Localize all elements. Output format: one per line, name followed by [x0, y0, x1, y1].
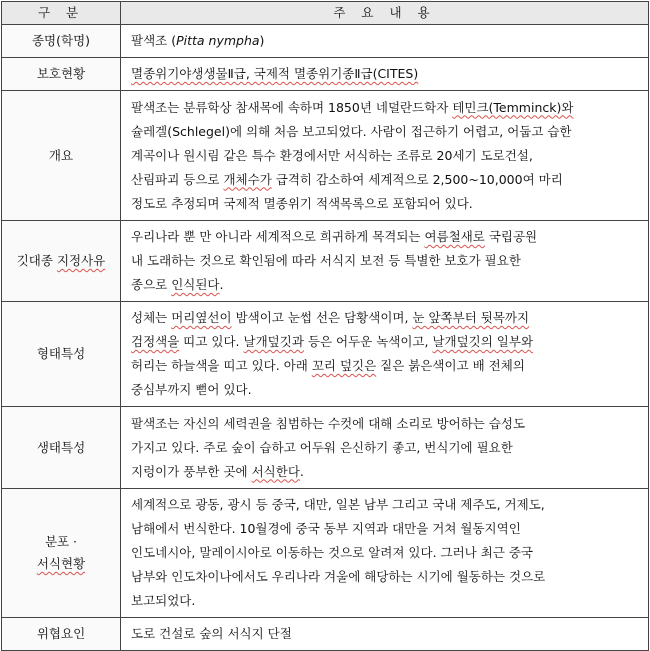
row-label-line: 지정사유	[56, 253, 106, 268]
row-label-line: 위협요인	[36, 626, 86, 641]
row-content	[121, 91, 649, 221]
row-label-line: 깃대종	[16, 253, 57, 268]
content-line	[131, 436, 640, 460]
header-content: 주 요 내 용	[121, 2, 649, 25]
row-label-line: 개요	[48, 147, 74, 163]
row-label-line: 형태특성	[36, 346, 86, 361]
row-distribution	[2, 489, 649, 618]
content-segment: 인식된다	[171, 277, 220, 292]
content-segment: 세계적으로 광동, 광시 등 중국, 대만, 일본 남부 그리고 국내 제주도, 거제도,	[131, 497, 545, 512]
content-segment: 급격히 감소하여 세계적으로 2,500~10,000여 마리	[271, 171, 563, 187]
content-line	[131, 589, 640, 613]
content-segment: 서식한다	[251, 463, 300, 479]
content-segment: 정도로 추정되며 국제적 멸종위기 적색목록으로 포함되어 있다.	[131, 195, 473, 211]
content-segment: 등은 어두운 녹색이고,	[303, 334, 433, 349]
content-line	[131, 120, 640, 144]
content-segment: 밤색이고 눈썹 선은 담황색이며,	[231, 310, 413, 325]
content-segment: 국립공원	[484, 229, 538, 244]
content-line	[131, 249, 640, 273]
row-content	[121, 58, 649, 91]
content-line	[131, 354, 640, 378]
row-label	[2, 407, 121, 489]
content-segment: 인도네시아, 말레이시아로 이동하는 것으로 알려져 있다. 그러나 최근 중국	[131, 545, 533, 560]
content-segment: 팔색조는 분류학상 참새목에 속하며 1850년 네덜란드학자	[131, 99, 453, 115]
content-segment: 중심부까지 뻗어 있다.	[131, 382, 252, 397]
content-line	[131, 96, 640, 120]
row-threats	[2, 618, 649, 651]
content-segment: 남해에서 번식한다. 10월경에 중국 동부 지역과 대만을 거쳐 월동지역인	[131, 521, 521, 536]
content-line	[131, 622, 640, 646]
content-segment: 종으로	[131, 277, 172, 292]
row-label	[2, 221, 121, 302]
row-label	[2, 58, 121, 91]
content-segment: 띠고 있다.	[179, 334, 244, 349]
row-label-line: 서식현황	[36, 556, 86, 571]
content-segment: 허리는 하늘색을 띠고 있다. 아래	[131, 358, 312, 373]
content-segment: 도로 건설로 숲의 서식지 단절	[131, 626, 292, 641]
row-flagship-reason	[2, 221, 649, 302]
content-segment: 멸종위기야생생물Ⅱ급, 국제적 멸종위기종Ⅱ급(CITES)	[131, 66, 419, 81]
row-content	[121, 489, 649, 618]
content-segment: 계곡이나 원시림 같은 특수 환경에서만 서식하는 조류로 20세기 도로건설,	[131, 147, 533, 163]
content-segment: Pitta nympha	[176, 33, 260, 48]
row-content	[121, 25, 649, 58]
content-segment: 짙은 붉은색이고 배 전체의	[376, 358, 525, 373]
row-label-line: 분포 ·	[44, 534, 78, 549]
content-segment: 성체는	[131, 310, 172, 325]
info-table	[1, 1, 649, 651]
content-segment: 머리옆선이	[171, 310, 232, 325]
row-content	[121, 302, 649, 407]
content-segment: 눈 앞쪽부터 뒷목까지	[412, 310, 530, 325]
content-line	[131, 412, 640, 436]
content-line	[131, 168, 640, 192]
content-segment: 가지고 있다. 주로 숲이 습하고 어두워 은신하기 좋고, 번식기에 필요한	[131, 439, 513, 455]
content-segment: 개체수가	[223, 171, 272, 187]
content-line	[131, 29, 640, 53]
row-overview	[2, 91, 649, 221]
row-label	[2, 302, 121, 407]
content-line	[131, 460, 640, 484]
header-category: 구 분	[2, 2, 121, 25]
table-body	[2, 25, 649, 651]
row-label	[2, 91, 121, 221]
content-line	[131, 192, 640, 216]
content-line	[131, 273, 640, 297]
content-segment: 테민크(Temminck)와	[452, 99, 574, 115]
row-label-line: 종명(학명)	[31, 33, 91, 48]
content-segment: 팔색조는 자신의 세력권을 침범하는 수컷에 대해 소리로 방어하는 습성도	[131, 415, 526, 431]
row-species-name	[2, 25, 649, 58]
row-content	[121, 221, 649, 302]
row-label	[2, 489, 121, 618]
content-line	[131, 541, 640, 565]
content-segment: 꼬리 덮깃은	[311, 358, 377, 373]
content-line	[131, 306, 640, 330]
row-content	[121, 407, 649, 489]
table-header-row	[2, 2, 649, 25]
content-segment: 여름철새로	[424, 229, 485, 244]
content-segment: 팔색조 (	[131, 33, 177, 48]
row-label	[2, 25, 121, 58]
row-content	[121, 618, 649, 651]
content-segment: 산림파괴 등으로	[131, 171, 224, 187]
row-morphology	[2, 302, 649, 407]
content-segment: 지렁이가 풍부한 곳에	[131, 463, 252, 479]
content-segment: 날개덮깃과	[243, 334, 304, 349]
content-line	[131, 378, 640, 402]
row-ecology	[2, 407, 649, 489]
content-segment: 보고되었다.	[131, 593, 196, 608]
content-line	[131, 225, 640, 249]
content-line	[131, 565, 640, 589]
content-segment: 날개덮깃의 일부와	[432, 334, 534, 349]
row-label-line: 생태특성	[36, 439, 86, 455]
content-segment: .	[219, 277, 224, 292]
content-segment: 슐레겔(Schlegel)에 의해 처음 보고되었다. 사람이 접근하기 어렵고, 어둡고 습한	[131, 123, 572, 139]
content-line	[131, 517, 640, 541]
content-line	[131, 330, 640, 354]
row-protection-status	[2, 58, 649, 91]
content-segment: 검정색을	[131, 334, 180, 349]
content-segment: 내 도래하는 것으로 확인됨에 따라 서식지 보전 등 특별한 보호가 필요한	[131, 253, 521, 268]
content-line	[131, 62, 640, 86]
row-label-line: 보호현황	[36, 66, 86, 81]
row-label	[2, 618, 121, 651]
content-segment: .	[299, 463, 304, 479]
content-segment: )	[259, 33, 265, 48]
content-line	[131, 493, 640, 517]
content-segment: 우리나라 뿐 만 아니라 세계적으로 희귀하게 목격되는	[131, 229, 425, 244]
content-segment: 남부와 인도차이나에서도 우리나라 겨울에 해당하는 시기에 월동하는 것으로	[131, 569, 546, 584]
content-line	[131, 144, 640, 168]
